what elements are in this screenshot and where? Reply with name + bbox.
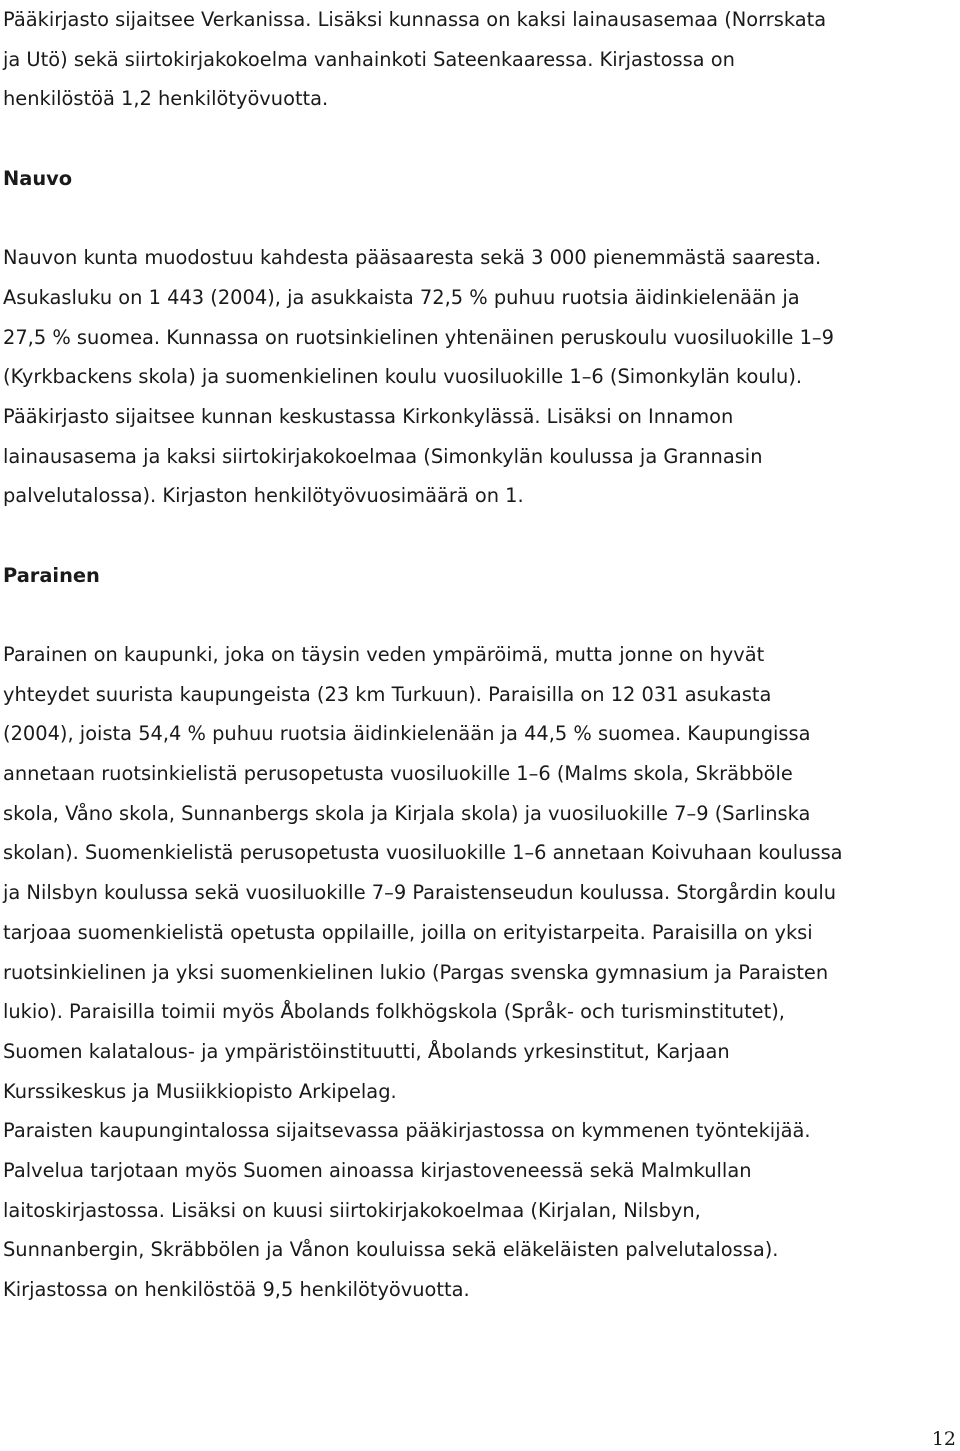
document-page [3,0,957,1310]
text-line: Kurssikeskus ja Musiikkiopisto Arkipelag. [3,1079,397,1103]
text-line: Parainen on kaupunki, joka on täysin veden ympäröimä, mutta jonne on hyvät [3,643,765,667]
text-line: skolan). Suomenkielistä perusopetusta vuosiluokille 1–6 annetaan Koivuhaan koulussa [3,841,843,865]
text-line: yhteydet suurista kaupungeista (23 km Turkuun). Paraisilla on 12 031 asukasta [3,682,772,706]
text-line: Sunnanbergin, Skräbbölen ja Vånon kouluissa sekä eläkeläisten palvelutalossa). [3,1238,779,1262]
text-line: Nauvon kunta muodostuu kahdesta pääsaaresta sekä 3 000 pienemmästä saaresta. [3,246,822,270]
text-line: ja Nilsbyn koulussa sekä vuosiluokille 7–9 Paraistenseudun koulussa. Storgårdin koulu [3,881,837,905]
text-line: laitoskirjastossa. Lisäksi on kuusi siirtokirjakokoelmaa (Kirjalan, Nilsbyn, [3,1198,701,1222]
text-line: lainausasema ja kaksi siirtokirjakokoelmaa (Simonkylän koulussa ja Grannasin [3,444,763,468]
text-line: Pääkirjasto sijaitsee kunnan keskustassa Kirkonkylässä. Lisäksi on Innamon [3,404,734,428]
text-line: annetaan ruotsinkielistä perusopetusta vuosiluokille 1–6 (Malms skola, Skräbböle [3,762,793,786]
text-line: Asukasluku on 1 443 (2004), ja asukkaista 72,5 % puhuu ruotsia äidinkielenään ja [3,285,800,309]
text-line: Pääkirjasto sijaitsee Verkanissa. Lisäksi kunnassa on kaksi lainausasemaa (Norrskata [3,8,827,31]
text-line: lukio). Paraisilla toimii myös Åbolands folkhögskola (Språk- och turisminstitutet), [3,1000,785,1024]
paragraph-gap [3,119,957,159]
parainen-library-paragraph [3,1111,957,1309]
paragraph-gap [3,198,957,238]
text-line: 27,5 % suomea. Kunnassa on ruotsinkielinen yhtenäinen peruskoulu vuosiluokille 1–9 [3,325,834,349]
text-line: skola, Våno skola, Sunnanbergs skola ja Kirjala skola) ja vuosiluokille 7–9 (Sarlinska [3,801,811,825]
text-line: palvelutalossa). Kirjaston henkilötyövuosimäärä on 1. [3,484,524,508]
text-line: henkilöstöä 1,2 henkilötyövuotta. [3,87,329,111]
section-heading-nauvo: Nauvo [3,166,73,190]
text-line: ja Utö) sekä siirtokirjakokoelma vanhainkoti Sateenkaaressa. Kirjastossa on [3,47,735,71]
page-number: 12 [931,1428,956,1450]
paragraph-gap [3,516,957,556]
intro-paragraph [3,0,957,119]
text-line: Suomen kalatalous- ja ympäristöinstituutti, Åbolands yrkesinstitut, Karjaan [3,1039,730,1063]
nauvo-paragraph [3,238,957,516]
text-line: (Kyrkbackens skola) ja suomenkielinen koulu vuosiluokille 1–6 (Simonkylän koulu). [3,365,803,389]
paragraph-gap [3,595,957,635]
text-line: Palvelua tarjotaan myös Suomen ainoassa kirjastoveneessä sekä Malmkullan [3,1158,752,1182]
section-heading-parainen: Parainen [3,563,100,587]
parainen-paragraph [3,635,957,1111]
text-line: ruotsinkielinen ja yksi suomenkielinen lukio (Pargas svenska gymnasium ja Paraisten [3,960,829,984]
text-line: Paraisten kaupungintalossa sijaitsevassa pääkirjastossa on kymmenen työntekijää. [3,1119,811,1143]
text-line: (2004), joista 54,4 % puhuu ruotsia äidinkielenään ja 44,5 % suomea. Kaupungissa [3,722,811,746]
text-line: Kirjastossa on henkilöstöä 9,5 henkilötyövuotta. [3,1278,470,1302]
text-line: tarjoaa suomenkielistä opetusta oppilaille, joilla on erityistarpeita. Paraisilla on yksi [3,920,813,944]
